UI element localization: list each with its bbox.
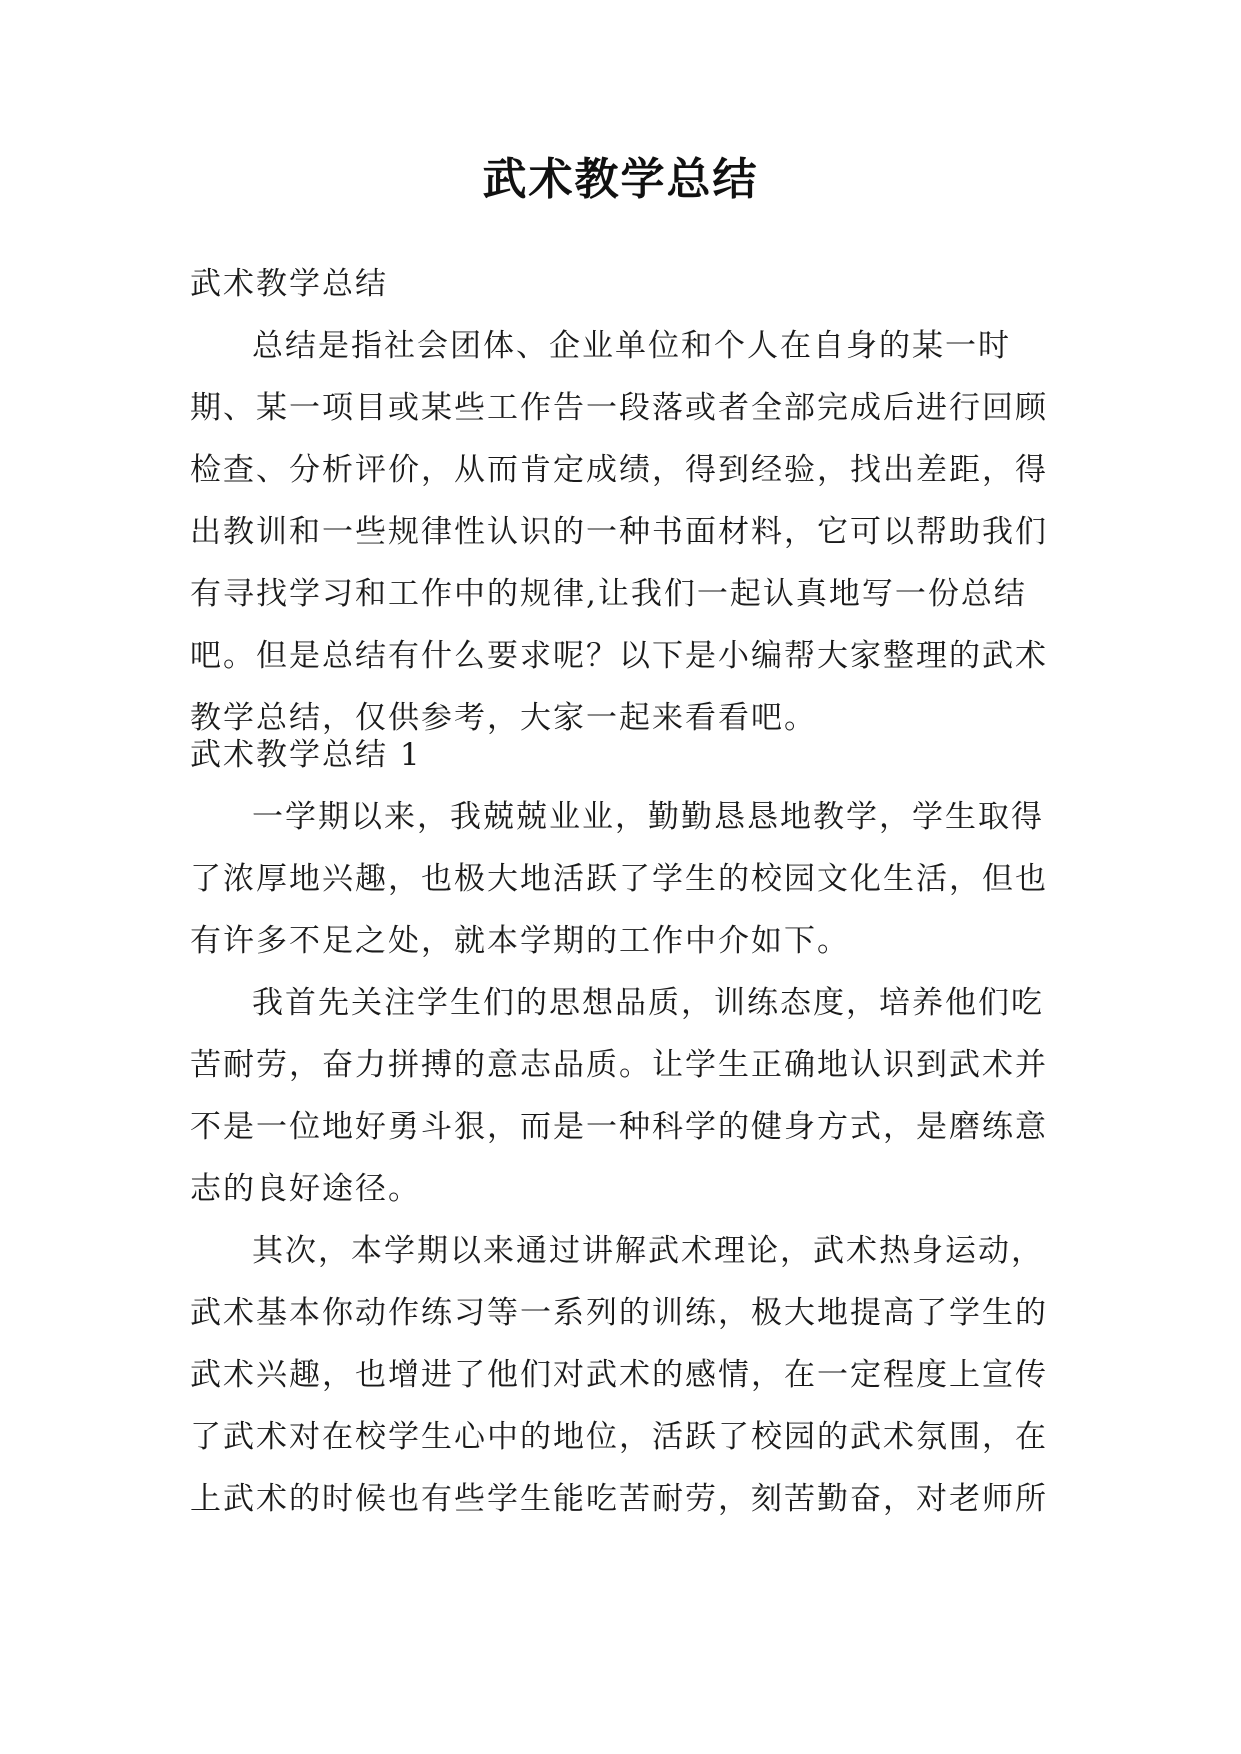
section-1-paragraph: 一学期以来，我兢兢业业，勤勤恳恳地教学，学生取得了浓厚地兴趣，也极大地活跃了学生的校园文化生活，但也有许多不足之处，就本学期的工作中介如下。: [190, 799, 1048, 959]
document-title: 武术教学总结: [482, 154, 759, 205]
intro-heading: 武术教学总结: [190, 266, 388, 302]
section-1: [190, 724, 1050, 1530]
section-1-paragraph: 其次，本学期以来通过讲解武术理论，武术热身运动，武术基本你动作练习等一系列的训练，极大地提高了学生的武术兴趣，也增进了他们对武术的感情，在一定程度上宣传了武术对在校学生心中的地位，活跃了校园的武术氛围，在上武术的时候也有些学生能吃苦耐劳，刻苦勤奋，对老师所: [190, 1233, 1048, 1517]
section-1-paragraph: 我首先关注学生们的思想品质，训练态度，培养他们吃苦耐劳，奋力拼搏的意志品质。让学生正确地认识到武术并不是一位地好勇斗狠，而是一种科学的健身方式，是磨练意志的良好途径。: [190, 985, 1048, 1207]
section-1-heading: 武术教学总结 1: [190, 737, 422, 773]
intro-section: [190, 253, 1050, 749]
intro-paragraph: 总结是指社会团体、企业单位和个人在自身的某一时期、某一项目或某些工作告一段落或者全部完成后进行回顾检查、分析评价，从而肯定成绩，得到经验，找出差距，得出教训和一些规律性认识的一种书面材料，它可以帮助我们有寻找学习和工作中的规律,让我们一起认真地写一份总结吧。但是总结有什么要求呢？以下是小编帮大家整理的武术教学总结，仅供参考，大家一起来看看吧。: [190, 328, 1048, 736]
